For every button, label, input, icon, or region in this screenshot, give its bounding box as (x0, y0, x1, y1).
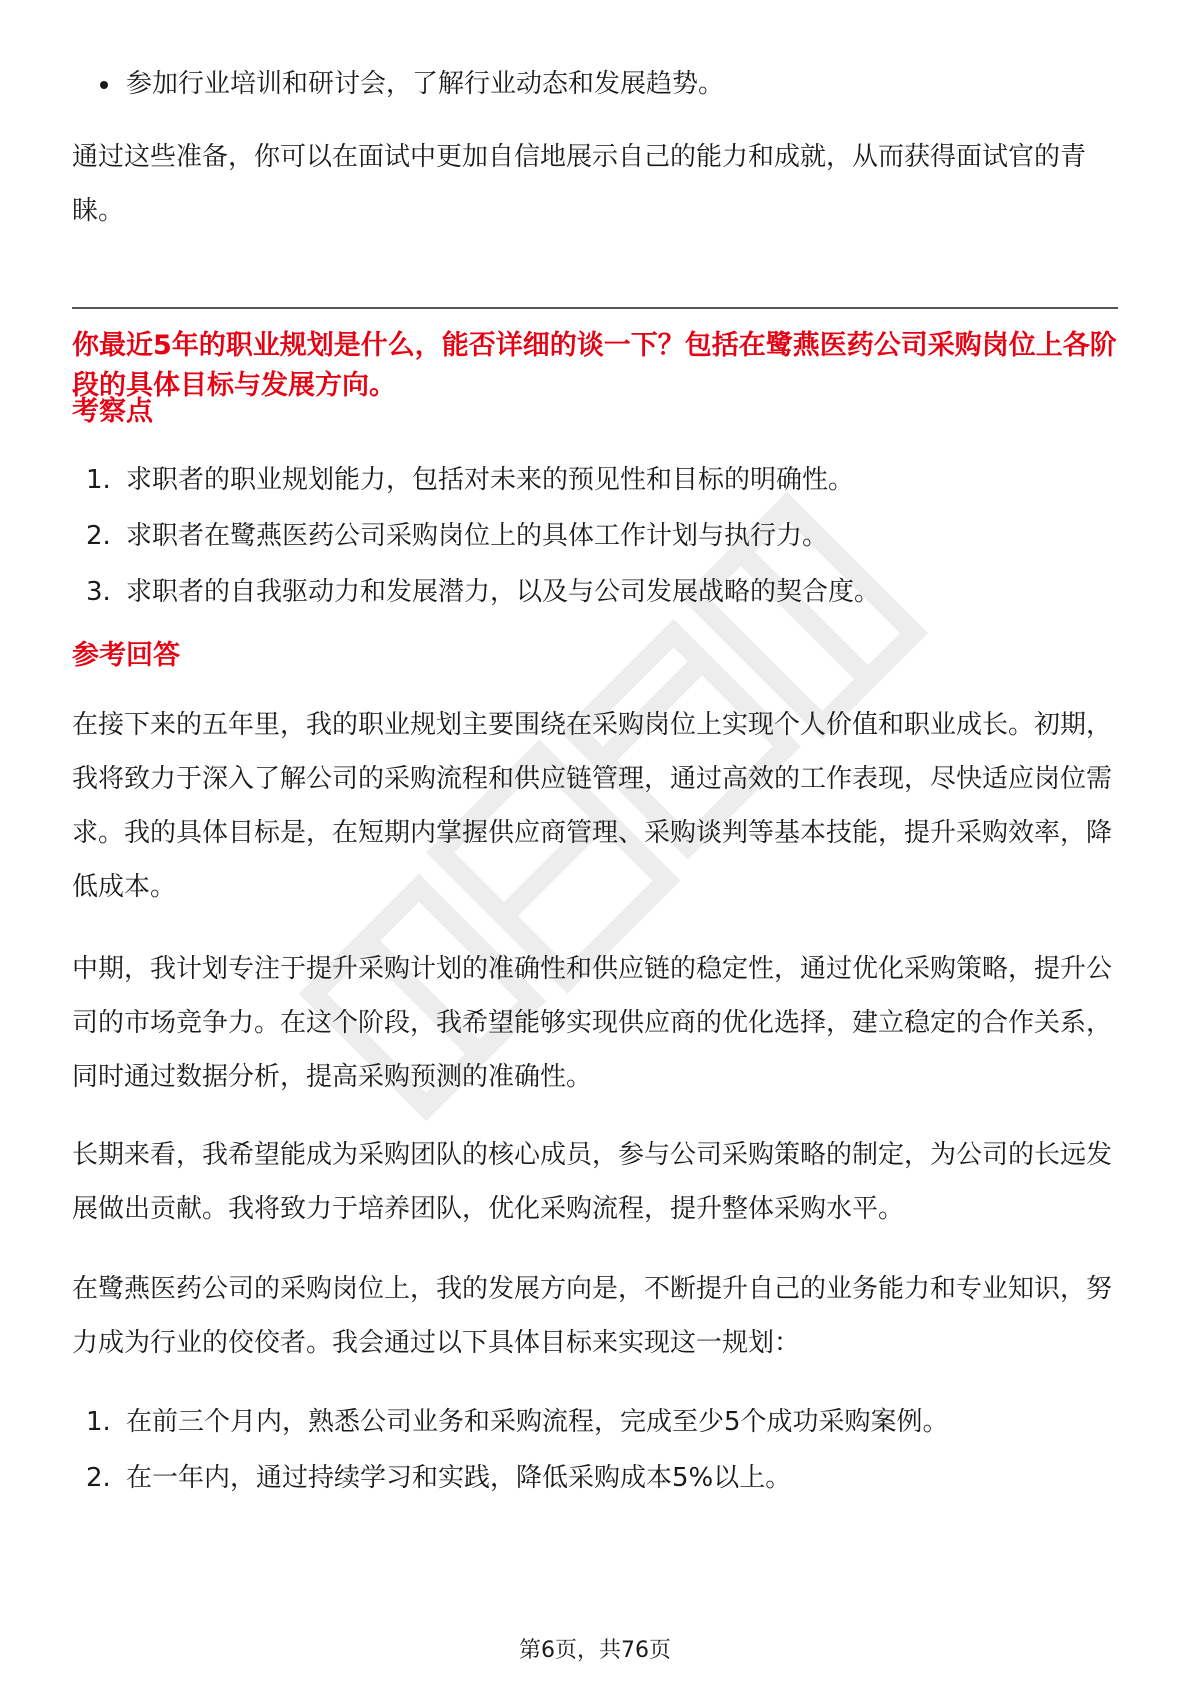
section-heading-assessment: 考察点 (72, 396, 153, 427)
list-item (72, 452, 880, 508)
list-number: 1. (86, 1407, 111, 1437)
list-text: 求职者的自我驱动力和发展潜力，以及与公司发展战略的契合度。 (126, 577, 881, 607)
answer-paragraph: 长期来看，我希望能成为采购团队的核心成员，参与公司采购策略的制定，为公司的长远发展做出贡献。我将致力于培养团队，优化采购流程，提升整体采购水平。 (72, 1140, 1113, 1224)
list-item (72, 1394, 949, 1450)
list-text: 在一年内，通过持续学习和实践，降低采购成本5%以上。 (126, 1463, 792, 1493)
list-item (72, 508, 880, 564)
question-heading: 你最近5年的职业规划是什么，能否详细的谈一下？包括在鹭燕医药公司采购岗位上各阶段的具体目标与发展方向。 (72, 330, 1117, 401)
list-item (72, 1450, 949, 1506)
list-number: 2. (86, 1463, 111, 1493)
list-item: 参加行业培训和研讨会，了解行业动态和发展趋势。 (72, 62, 724, 106)
assessment-list (72, 452, 880, 620)
list-number: 2. (86, 521, 111, 551)
list-text: 求职者的职业规划能力，包括对未来的预见性和目标的明确性。 (126, 465, 855, 495)
list-text: 在前三个月内，熟悉公司业务和采购流程，完成至少5个成功采购案例。 (126, 1407, 949, 1437)
intro-paragraph: 通过这些准备，你可以在面试中更加自信地展示自己的能力和成就，从而获得面试官的青睐。 (72, 142, 1087, 226)
top-bullet-list (72, 62, 724, 106)
goals-list (72, 1394, 949, 1506)
list-number: 1. (86, 465, 111, 495)
answer-paragraph: 中期，我计划专注于提升采购计划的准确性和供应链的稳定性，通过优化采购策略，提升公司的市场竞争力。在这个阶段，我希望能够实现供应商的优化选择，建立稳定的合作关系，同时通过数据分析，提高采购预测的准确性。 (72, 954, 1113, 1092)
answer-paragraph: 在接下来的五年里，我的职业规划主要围绕在采购岗位上实现个人价值和职业成长。初期，我将致力于深入了解公司的采购流程和供应链管理，通过高效的工作表现，尽快适应岗位需求。我的具体目标是，在短期内掌握供应商管理、采购谈判等基本技能，提升采购效率，降低成本。 (72, 710, 1113, 902)
answer-paragraph: 在鹭燕医药公司的采购岗位上，我的发展方向是，不断提升自己的业务能力和专业知识，努力成为行业的佼佼者。我会通过以下具体目标来实现这一规划： (72, 1274, 1113, 1358)
section-heading-answer: 参考回答 (72, 640, 180, 671)
section-divider (72, 307, 1118, 309)
list-item (72, 564, 880, 620)
page-footer: 第6页，共76页 (519, 1638, 671, 1663)
list-text: 求职者在鹭燕医药公司采购岗位上的具体工作计划与执行力。 (126, 521, 829, 551)
list-number: 3. (86, 577, 111, 607)
